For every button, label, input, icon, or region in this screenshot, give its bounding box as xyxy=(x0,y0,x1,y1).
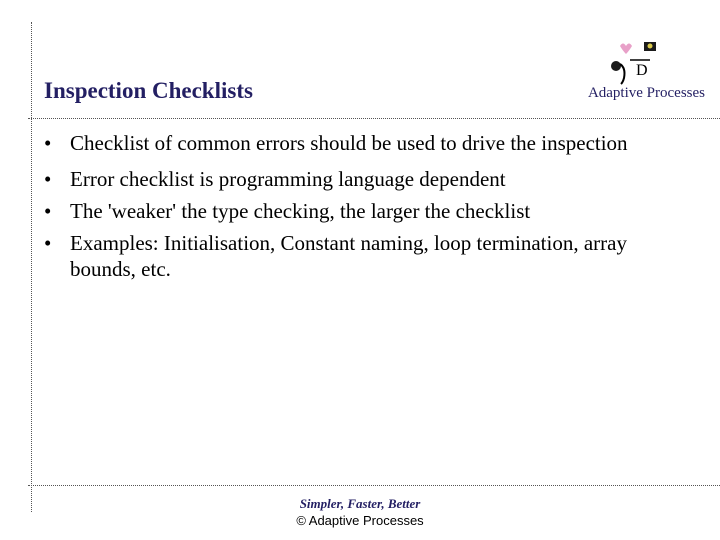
slide-title: Inspection Checklists xyxy=(44,78,253,103)
company-name: Adaptive Processes xyxy=(587,85,705,101)
left-margin-rule xyxy=(31,22,32,512)
bullet-item: • Error checklist is programming language dependent xyxy=(44,166,654,192)
footer-tagline: Simpler, Faster, Better xyxy=(299,496,421,511)
svg-text:D: D xyxy=(636,62,648,79)
header-divider xyxy=(28,118,720,119)
bullet-item: • Checklist of common errors should be used to drive the inspection xyxy=(44,130,654,156)
footer-divider xyxy=(28,485,720,486)
adaptive-processes-logo-icon xyxy=(606,38,664,86)
footer-copyright: © Adaptive Processes xyxy=(296,513,424,528)
bullet-list xyxy=(44,130,654,292)
bullet-item: • Examples: Initialisation, Constant naming, loop termination, array bounds, etc. xyxy=(44,230,654,282)
bullet-item: • The 'weaker' the type checking, the larger the checklist xyxy=(44,198,654,224)
